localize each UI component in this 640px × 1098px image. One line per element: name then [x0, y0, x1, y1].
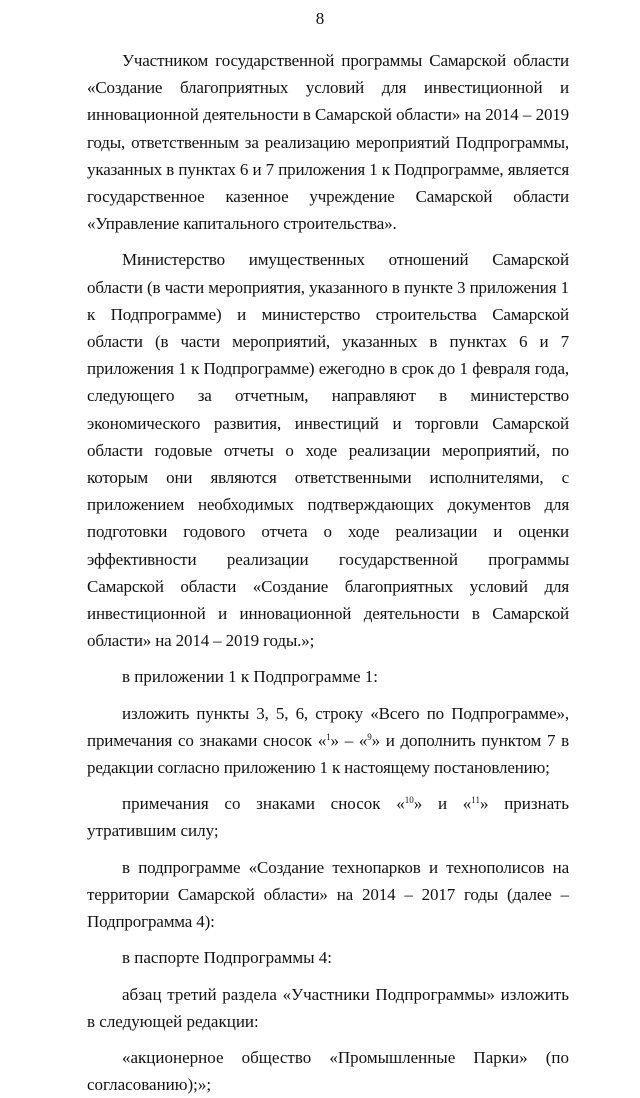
paragraph-ministry-reports: Министерство имущественных отношений Самарской области (в части мероприятия, указанного в пункте 3 приложения 1 к Подпрограмме) и министерство строительства Самарской области (в части мероприятий, указанных в пунктах 6 и 7 приложения 1 к Подпрограмме) ежегодно в срок до 1 февраля года, следующего за отчетным, направляют в министерство экономического развития, инвестиций и торговли Самарской области годовые отчеты о ходе реализации мероприятий, по которым они являются ответственными исполнителями, с приложением необходимых подтверждающих документов для подготовки годового отчета о ходе реализации и оценки эффективности реализации государственной программы Самарской области «Создание благоприятных условий для инвестиционной и инновационной деятельности в Самарской области» на 2014 – 2019 годы.»; [87, 250, 569, 651]
document-body [87, 47, 569, 1098]
footnote-mark: 9 [367, 731, 372, 742]
paragraph-amend-points [87, 700, 569, 782]
footnotes-void-text-end: » признать утратившим силу; [87, 794, 569, 841]
footnote-mark: 1 [326, 731, 331, 742]
paragraph-subprogram-4: в подпрограмме «Создание технопарков и технополисов на территории Самарской области» на 2014 – 2017 годы (далее – Подпрограмма 4): [87, 857, 569, 932]
paragraph-footnotes-void [87, 790, 569, 844]
paragraph-new-wording: «акционерное общество «Промышленные Парки» (по согласованию);»; [87, 1047, 569, 1095]
paragraph-appendix-intro: в приложении 1 к Подпрограмме 1: [122, 667, 378, 687]
footnote-mark: 11 [471, 795, 480, 806]
page-number: 8 [315, 9, 325, 28]
amend-points-text-dash: » – « [330, 730, 368, 750]
footnotes-void-text-and: » и « [413, 794, 472, 814]
footnotes-void-text-start: примечания со знаками сносок « [122, 794, 405, 814]
paragraph-passport: в паспорте Подпрограммы 4: [122, 948, 333, 968]
amend-points-text-start: изложить пункты 3, 5, 6, строку «Всего по Подпрограмме», примечания со знаками сносок « [87, 703, 569, 750]
paragraph-participants-section: абзац третий раздела «Участники Подпрограммы» изложить в следующей редакции: [87, 984, 569, 1031]
paragraph-participant: Участником государственной программы Самарской области «Создание благоприятных условий для инвестиционной и инновационной деятельности в Самарской области» на 2014 – 2019 годы, ответственным за реализацию мероприятий Подпрограммы, указанных в пунктах 6 и 7 приложения 1 к Подпрограмме, является государственное казенное учреждение Самарской области «Управление капитального строительства». [87, 51, 569, 234]
amend-points-text-end: » и дополнить пунктом 7 в редакции согласно приложению 1 к настоящему постановлению; [87, 730, 569, 778]
footnote-mark: 10 [404, 795, 414, 806]
